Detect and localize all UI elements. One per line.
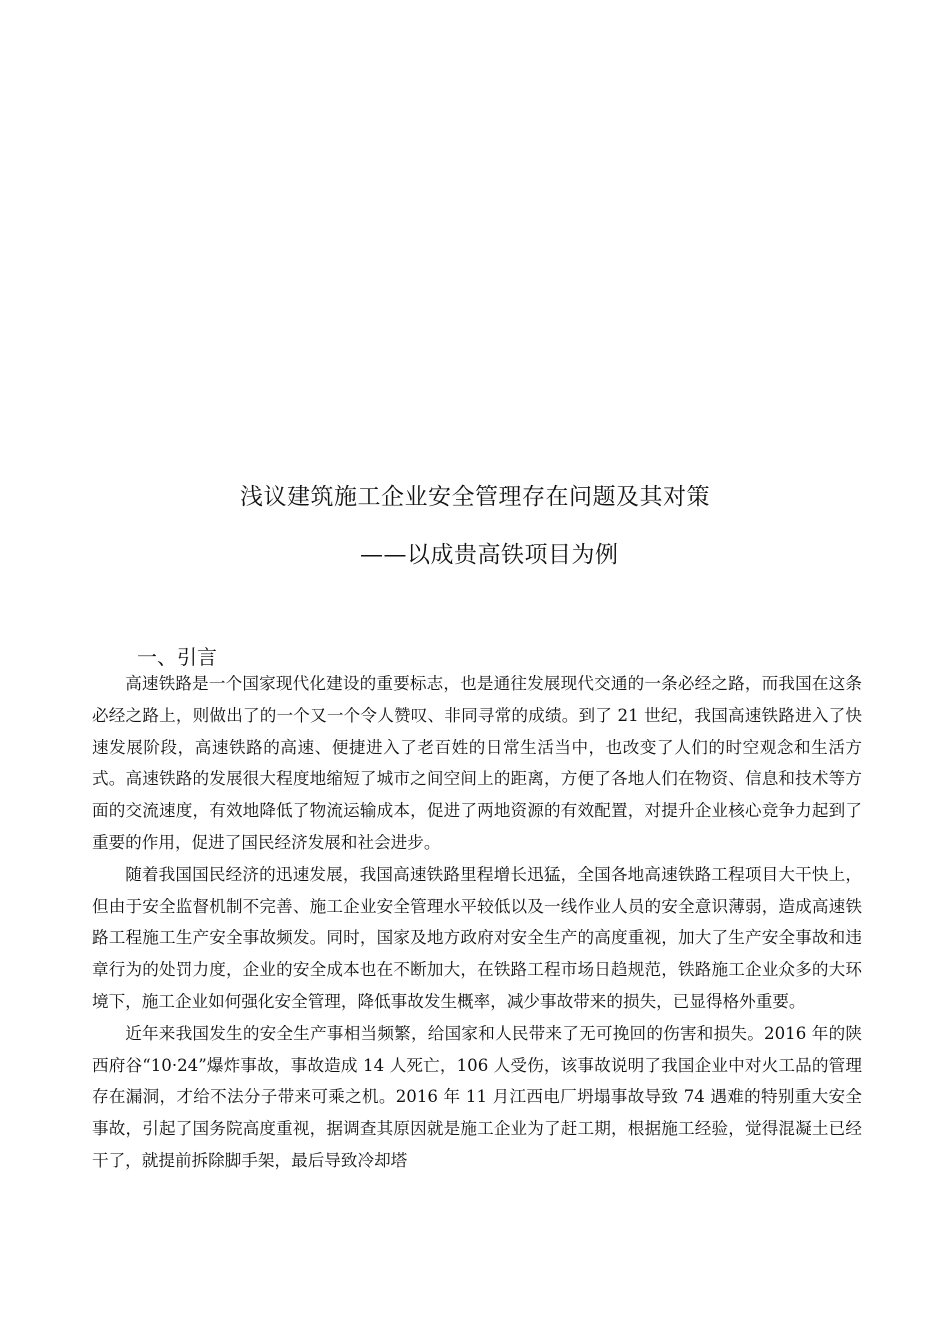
document-title: 浅议建筑施工企业安全管理存在问题及其对策 [240, 484, 710, 510]
paragraph: 随着我国国民经济的迅速发展，我国高速铁路里程增长迅猛，全国各地高速铁路工程项目大干快上，但由于安全监督机制不完善、施工企业安全管理水平较低以及一线作业人员的安全意识薄弱，造成高速铁路工程施工生产安全事故频发。同时，国家及地方政府对安全生产的高度重视，加大了生产安全事故和违章行为的处罚力度，企业的安全成本也在不断加大，在铁路工程市场日趋规范，铁路施工企业众多的大环境下，施工企业如何强化安全管理，降低事故发生概率，减少事故带来的损失，已显得格外重要。 [92, 864, 862, 1011]
section-heading: 一、引言 [137, 645, 217, 669]
paragraph: 近年来我国发生的安全生产事相当频繁，给国家和人民带来了无可挽回的伤害和损失。2016 年的陕西府谷“10·24”爆炸事故，事故造成 14 人死亡，106 人受伤，该事故说明了我国企业中对火工品的管理存在漏洞，才给不法分子带来可乘之机。2016 年 11 月江西电厂坍塌事故导致 74 遇难的特别重大安全事故，引起了国务院高度重视，据调查其原因就是施工企业为了赶工期，根据施工经验，觉得混凝土已经干了，就提前拆除脚手架，最后导致冷却塔 [92, 1023, 862, 1170]
paragraph: 高速铁路是一个国家现代化建设的重要标志，也是通往发展现代交通的一条必经之路，而我国在这条必经之路上，则做出了的一个又一个令人赞叹、非同寻常的成绩。到了 21 世纪，我国高速铁路进入了快速发展阶段，高速铁路的高速、便捷进入了老百姓的日常生活当中，也改变了人们的时空观念和生活方式。高速铁路的发展很大程度地缩短了城市之间空间上的距离，方便了各地人们在物资、信息和技术等方面的交流速度，有效地降低了物流运输成本，促进了两地资源的有效配置，对提升企业核心竞争力起到了重要的作用，促进了国民经济发展和社会进步。 [92, 674, 862, 852]
document-subtitle: ——以成贵高铁项目为例 [360, 542, 619, 568]
document-body [92, 668, 862, 1177]
